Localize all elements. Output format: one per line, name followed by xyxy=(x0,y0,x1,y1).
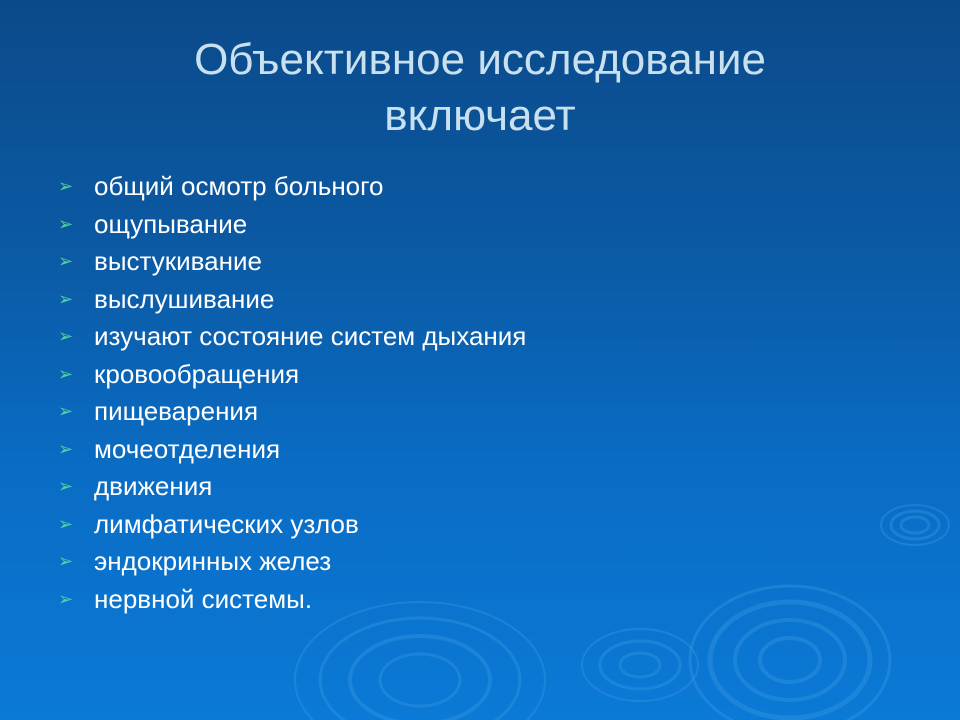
chevron-arrow-icon: ➢ xyxy=(58,213,74,234)
list-item xyxy=(58,506,526,544)
list-item xyxy=(58,168,526,206)
list-item xyxy=(58,431,526,469)
chevron-arrow-icon: ➢ xyxy=(58,251,74,272)
list-item xyxy=(58,318,526,356)
chevron-arrow-icon: ➢ xyxy=(58,326,74,347)
bullet-list xyxy=(58,168,526,618)
chevron-arrow-icon: ➢ xyxy=(58,363,74,384)
list-item-text: лимфатических узлов xyxy=(94,508,359,539)
list-item-text: мочеотделения xyxy=(94,433,281,464)
chevron-arrow-icon: ➢ xyxy=(58,551,74,572)
list-item xyxy=(58,543,526,581)
list-item xyxy=(58,243,526,281)
list-item xyxy=(58,581,526,619)
chevron-arrow-icon: ➢ xyxy=(58,288,74,309)
list-item xyxy=(58,356,526,394)
list-item xyxy=(58,281,526,319)
list-item-text: ощупывание xyxy=(94,208,248,239)
list-item xyxy=(58,206,526,244)
chevron-arrow-icon: ➢ xyxy=(58,513,74,534)
list-item xyxy=(58,393,526,431)
list-item xyxy=(58,468,526,506)
chevron-arrow-icon: ➢ xyxy=(58,588,74,609)
slide-title xyxy=(80,32,880,144)
list-item-text: эндокринных желез xyxy=(94,546,332,577)
slide-title-line2: включает xyxy=(384,91,576,140)
slide-title-line1: Объективное исследование xyxy=(194,35,766,84)
list-item-text: выстукивание xyxy=(94,246,262,277)
list-item-text: движения xyxy=(94,471,213,502)
list-item-text: кровообращения xyxy=(94,358,300,389)
chevron-arrow-icon: ➢ xyxy=(58,476,74,497)
chevron-arrow-icon: ➢ xyxy=(58,401,74,422)
list-item-text: выслушивание xyxy=(94,283,275,314)
list-item-text: общий осмотр больного xyxy=(94,171,384,202)
chevron-arrow-icon: ➢ xyxy=(58,176,74,197)
chevron-arrow-icon: ➢ xyxy=(58,438,74,459)
list-item-text: пищеварения xyxy=(94,396,259,427)
list-item-text: нервной системы. xyxy=(94,583,313,614)
list-item-text: изучают состояние систем дыхания xyxy=(94,321,527,352)
